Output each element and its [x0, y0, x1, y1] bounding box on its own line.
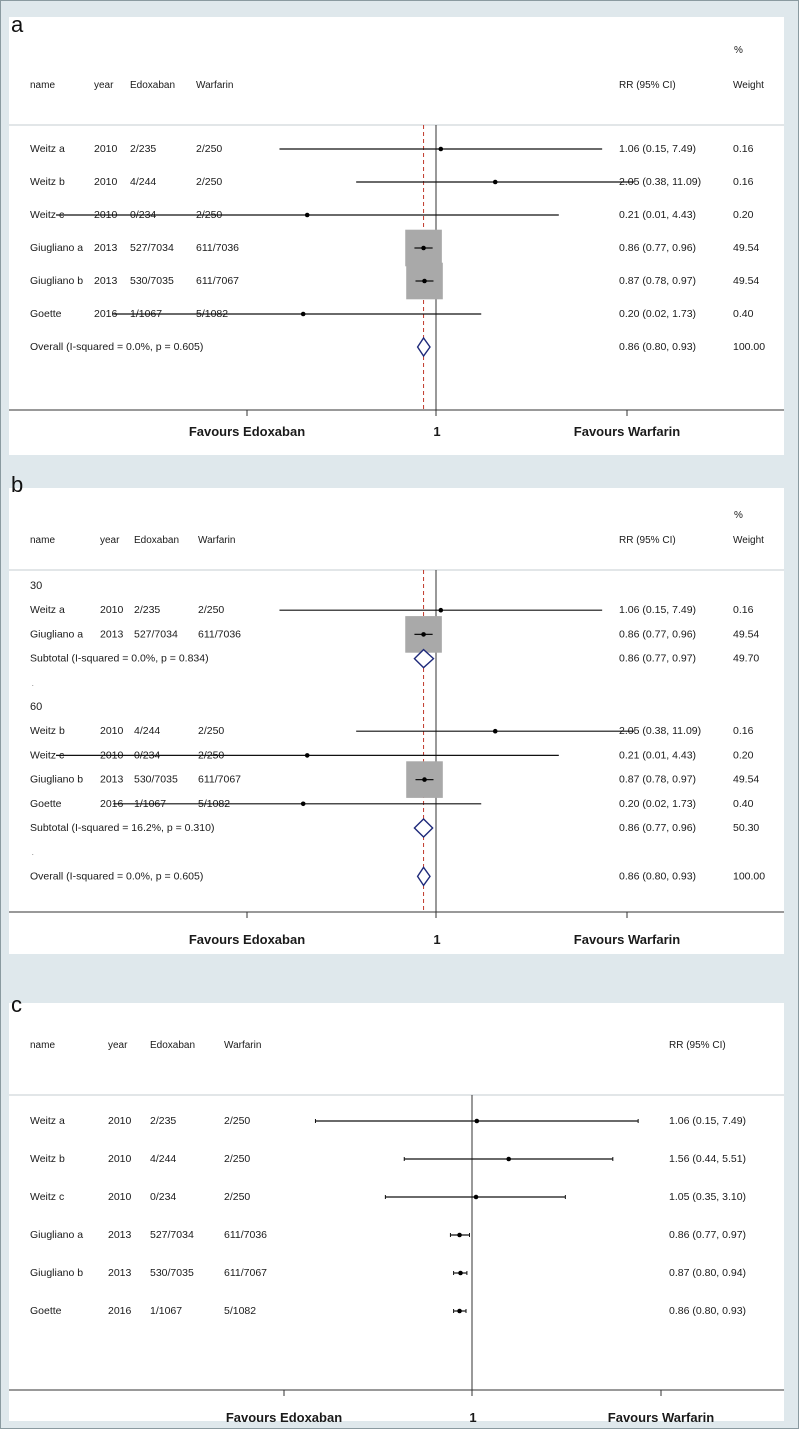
warfarin-events: 2/250 [198, 604, 225, 617]
warfarin-events: 2/250 [198, 725, 225, 738]
study-year: 2010 [100, 725, 124, 738]
rr-ci-text: 0.21 (0.01, 4.43) [619, 749, 697, 762]
header-year: year [100, 535, 120, 546]
panel-a-letter: a [11, 12, 24, 37]
study-name: Giugliano b [30, 773, 84, 786]
favours-right-label: Favours Warfarin [607, 1410, 715, 1425]
header-year: year [94, 80, 114, 91]
panel-c-letter: c [11, 992, 22, 1017]
rr-ci-text: 1.05 (0.35, 3.10) [669, 1191, 747, 1203]
rr-ci-text: 0.20 (0.02, 1.73) [619, 308, 697, 320]
study-name: Weitz b [30, 176, 65, 188]
edoxaban-events: 0/234 [150, 1191, 177, 1203]
weight-value: 49.54 [733, 242, 760, 254]
edoxaban-events: 1/1067 [130, 308, 163, 320]
edoxaban-events: 4/244 [134, 725, 161, 738]
study-year: 2016 [100, 797, 124, 810]
rr-ci-text: 1.06 (0.15, 7.49) [669, 1115, 747, 1127]
edoxaban-events: 0/234 [134, 749, 161, 762]
edoxaban-events: 2/235 [150, 1115, 177, 1127]
subtotal-label: Subtotal (I-squared = 16.2%, p = 0.310) [30, 822, 215, 834]
header-name: name [30, 80, 56, 91]
header-name: name [30, 535, 56, 546]
rr-ci-text: 0.87 (0.80, 0.94) [669, 1267, 747, 1279]
warfarin-events: 2/250 [198, 749, 225, 762]
weight-value: 49.54 [733, 773, 760, 786]
weight-value: 0.20 [733, 749, 754, 762]
weight-value: 0.20 [733, 209, 754, 221]
header-name: name [30, 1040, 56, 1051]
study-year: 2010 [108, 1153, 132, 1165]
rr-ci-text: 0.86 (0.80, 0.93) [619, 870, 697, 883]
warfarin-events: 611/7067 [224, 1267, 268, 1279]
study-name: Giugliano a [30, 242, 84, 254]
warfarin-events: 2/250 [224, 1115, 251, 1127]
weight-value: 0.16 [733, 604, 754, 617]
point-estimate [506, 1157, 511, 1162]
study-name: Goette [30, 797, 62, 810]
warfarin-events: 611/7036 [198, 628, 242, 641]
header-arm2: Warfarin [198, 535, 236, 546]
point-estimate [458, 1271, 463, 1276]
rr-ci-text: 0.86 (0.77, 0.97) [669, 1229, 747, 1241]
rr-ci-text: 0.87 (0.78, 0.97) [619, 275, 697, 287]
header-ci: RR (95% CI) [619, 535, 676, 546]
warfarin-events: 2/250 [196, 209, 223, 221]
favours-right-label: Favours Warfarin [573, 932, 681, 947]
study-name: Weitz a [30, 604, 65, 617]
study-name: Giugliano b [30, 275, 84, 287]
weight-value: 0.16 [733, 176, 754, 188]
header-ci: RR (95% CI) [619, 80, 676, 91]
warfarin-events: 611/7036 [224, 1229, 268, 1241]
study-year: 2010 [94, 176, 118, 188]
edoxaban-events: 530/7035 [134, 773, 178, 786]
rr-ci-text: 0.86 (0.77, 0.97) [619, 652, 697, 665]
study-year: 2010 [100, 749, 124, 762]
weight-value: 0.40 [733, 797, 754, 810]
weight-value: 49.70 [733, 652, 760, 665]
study-year: 2013 [94, 275, 118, 287]
rr-ci-text: 0.86 (0.77, 0.96) [619, 628, 697, 641]
spacer-dot: . [32, 681, 34, 688]
reference-tick-label: 1 [433, 424, 441, 439]
reference-tick-label: 1 [433, 932, 441, 947]
edoxaban-events: 527/7034 [134, 628, 178, 641]
study-year: 2013 [100, 773, 124, 786]
warfarin-events: 2/250 [196, 176, 223, 188]
header-weight-percent: % [734, 45, 743, 56]
overall-label: Overall (I-squared = 0.0%, p = 0.605) [30, 341, 204, 353]
edoxaban-events: 530/7035 [150, 1267, 194, 1279]
point-estimate [457, 1309, 462, 1314]
rr-ci-text: 0.86 (0.77, 0.96) [619, 822, 697, 834]
rr-ci-text: 0.21 (0.01, 4.43) [619, 209, 697, 221]
study-name: Weitz a [30, 1115, 65, 1127]
study-name: Giugliano b [30, 1267, 84, 1279]
study-year: 2013 [108, 1267, 132, 1279]
weight-value: 50.30 [733, 822, 760, 834]
study-year: 2016 [108, 1305, 132, 1317]
study-name: Weitz c [30, 1191, 65, 1203]
weight-value: 100.00 [733, 341, 766, 353]
edoxaban-events: 1/1067 [150, 1305, 183, 1317]
warfarin-events: 611/7036 [196, 242, 240, 254]
study-name: Goette [30, 1305, 62, 1317]
favours-right-label: Favours Warfarin [573, 424, 681, 439]
weight-value: 0.16 [733, 725, 754, 738]
favours-left-label: Favours Edoxaban [188, 424, 306, 439]
rr-ci-text: 0.20 (0.02, 1.73) [619, 797, 697, 810]
warfarin-events: 5/1082 [224, 1305, 257, 1317]
overall-label: Overall (I-squared = 0.0%, p = 0.605) [30, 870, 204, 883]
rr-ci-text: 1.06 (0.15, 7.49) [619, 604, 697, 617]
study-year: 2013 [108, 1229, 132, 1241]
edoxaban-events: 527/7034 [130, 242, 174, 254]
study-name: Giugliano a [30, 1229, 84, 1241]
rr-ci-text: 0.86 (0.80, 0.93) [619, 341, 697, 353]
point-estimate [475, 1119, 480, 1124]
edoxaban-events: 0/234 [130, 209, 157, 221]
weight-value: 0.40 [733, 308, 754, 320]
rr-ci-text: 0.86 (0.77, 0.96) [619, 242, 697, 254]
study-name: Weitz b [30, 725, 65, 738]
study-name: Weitz b [30, 1153, 65, 1165]
study-name: Weitz c [30, 209, 65, 221]
warfarin-events: 5/1082 [198, 797, 231, 810]
warfarin-events: 611/7067 [196, 275, 240, 287]
header-arm2: Warfarin [224, 1040, 262, 1051]
study-year: 2010 [100, 604, 124, 617]
warfarin-events: 2/250 [196, 143, 223, 155]
edoxaban-events: 4/244 [130, 176, 157, 188]
warfarin-events: 2/250 [224, 1153, 251, 1165]
weight-value: 0.16 [733, 143, 754, 155]
point-estimate [474, 1195, 479, 1200]
edoxaban-events: 2/235 [134, 604, 161, 617]
favours-left-label: Favours Edoxaban [188, 932, 306, 947]
rr-ci-text: 0.86 (0.80, 0.93) [669, 1305, 747, 1317]
panel-b-letter: b [11, 472, 24, 497]
header-weight-percent: % [734, 510, 743, 521]
favours-left-label: Favours Edoxaban [225, 1410, 343, 1425]
warfarin-events: 2/250 [224, 1191, 251, 1203]
edoxaban-events: 2/235 [130, 143, 157, 155]
study-name: Weitz a [30, 143, 65, 155]
study-name: Goette [30, 308, 62, 320]
point-estimate [457, 1233, 462, 1238]
study-year: 2010 [108, 1191, 132, 1203]
study-year: 2013 [94, 242, 118, 254]
header-arm1: Edoxaban [150, 1040, 196, 1051]
weight-value: 49.54 [733, 628, 760, 641]
study-name: Giugliano a [30, 628, 84, 641]
warfarin-events: 611/7067 [198, 773, 242, 786]
weight-value: 49.54 [733, 275, 760, 287]
spacer-dot: . [32, 851, 34, 858]
rr-ci-text: 0.87 (0.78, 0.97) [619, 773, 697, 786]
study-year: 2013 [100, 628, 124, 641]
warfarin-events: 5/1082 [196, 308, 229, 320]
reference-tick-label: 1 [469, 1410, 477, 1425]
study-name: Weitz c [30, 749, 65, 762]
subtotal-label: Subtotal (I-squared = 0.0%, p = 0.834) [30, 652, 209, 665]
rr-ci-text: 2.05 (0.38, 11.09) [619, 725, 702, 738]
weight-value: 100.00 [733, 870, 766, 883]
header-ci: RR (95% CI) [669, 1040, 726, 1051]
edoxaban-events: 1/1067 [134, 797, 167, 810]
subgroup-label: 60 [30, 701, 43, 713]
header-arm2: Warfarin [196, 80, 234, 91]
study-year: 2010 [108, 1115, 132, 1127]
edoxaban-events: 527/7034 [150, 1229, 194, 1241]
header-arm1: Edoxaban [134, 535, 180, 546]
study-year: 2010 [94, 143, 118, 155]
edoxaban-events: 530/7035 [130, 275, 174, 287]
subgroup-label: 30 [30, 580, 43, 592]
header-year: year [108, 1040, 128, 1051]
rr-ci-text: 1.06 (0.15, 7.49) [619, 143, 697, 155]
edoxaban-events: 4/244 [150, 1153, 177, 1165]
header-arm1: Edoxaban [130, 80, 176, 91]
rr-ci-text: 2.05 (0.38, 11.09) [619, 176, 702, 188]
study-year: 2010 [94, 209, 118, 221]
study-year: 2016 [94, 308, 118, 320]
header-weight: Weight [733, 535, 764, 546]
header-weight: Weight [733, 80, 764, 91]
rr-ci-text: 1.56 (0.44, 5.51) [669, 1153, 747, 1165]
